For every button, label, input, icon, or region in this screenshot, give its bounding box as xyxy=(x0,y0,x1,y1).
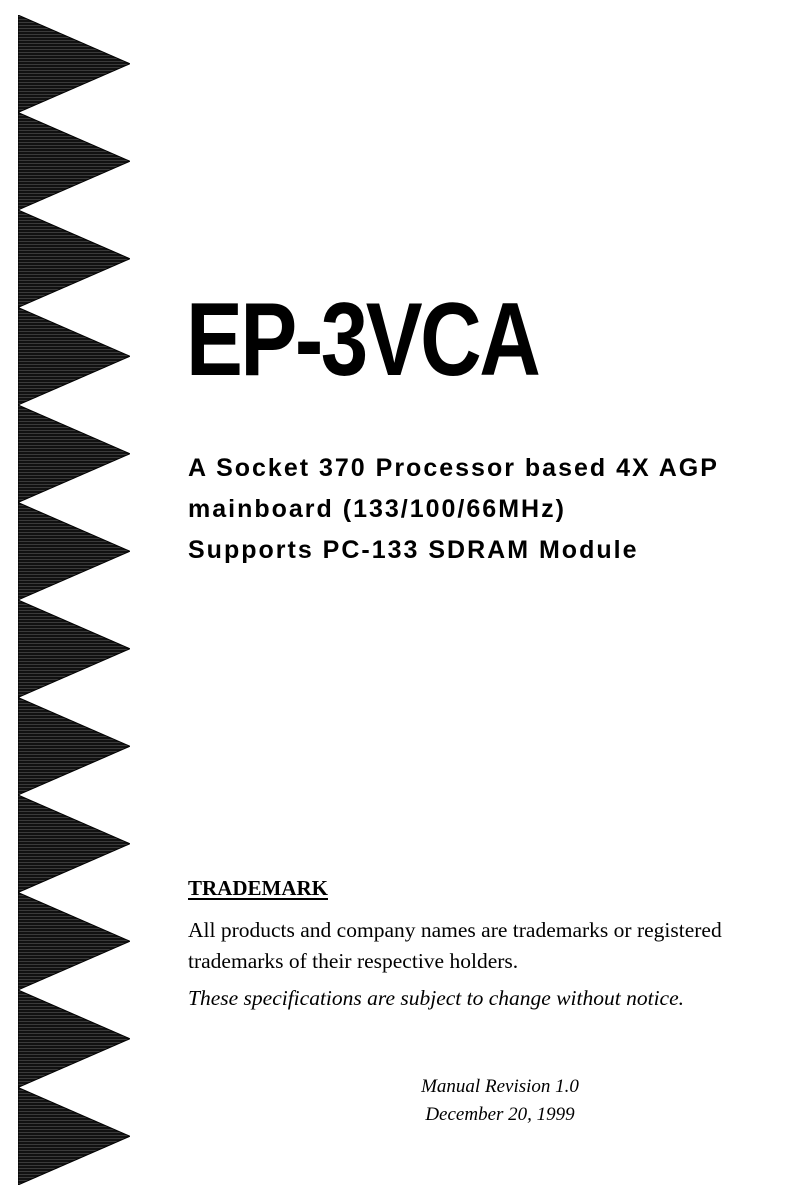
revision-date: December 20, 1999 xyxy=(425,1104,575,1125)
product-subtitle xyxy=(188,448,719,571)
trademark-body xyxy=(188,915,722,977)
sawtooth-tooth xyxy=(18,210,130,308)
trademark-body-line-2: trademarks of their respective holders. xyxy=(188,949,519,973)
change-notice: These specifications are subject to change without notice. xyxy=(188,986,685,1010)
sawtooth-tooth xyxy=(18,405,130,503)
trademark-heading: TRADEMARK xyxy=(188,876,328,900)
sawtooth-tooth xyxy=(18,308,130,406)
sawtooth-tooth xyxy=(18,503,130,601)
sawtooth-tooth xyxy=(18,600,130,698)
sawtooth-tooth xyxy=(18,990,130,1088)
subtitle-line-3: Supports PC-133 SDRAM Module xyxy=(188,536,639,564)
sawtooth-border-decoration xyxy=(18,15,130,1185)
trademark-body-line-1: All products and company names are trademarks or registered xyxy=(188,918,722,942)
sawtooth-tooth xyxy=(18,15,130,113)
sawtooth-tooth xyxy=(18,1088,130,1186)
manual-revision xyxy=(300,1073,700,1129)
sawtooth-tooth xyxy=(18,113,130,211)
sawtooth-tooth xyxy=(18,893,130,991)
subtitle-line-2: mainboard (133/100/66MHz) xyxy=(188,495,566,523)
sawtooth-tooth xyxy=(18,795,130,893)
sawtooth-tooth xyxy=(18,698,130,796)
subtitle-line-1: A Socket 370 Processor based 4X AGP xyxy=(188,454,719,482)
model-title: EP-3VCA xyxy=(186,282,539,398)
revision-number: Manual Revision 1.0 xyxy=(421,1076,579,1097)
